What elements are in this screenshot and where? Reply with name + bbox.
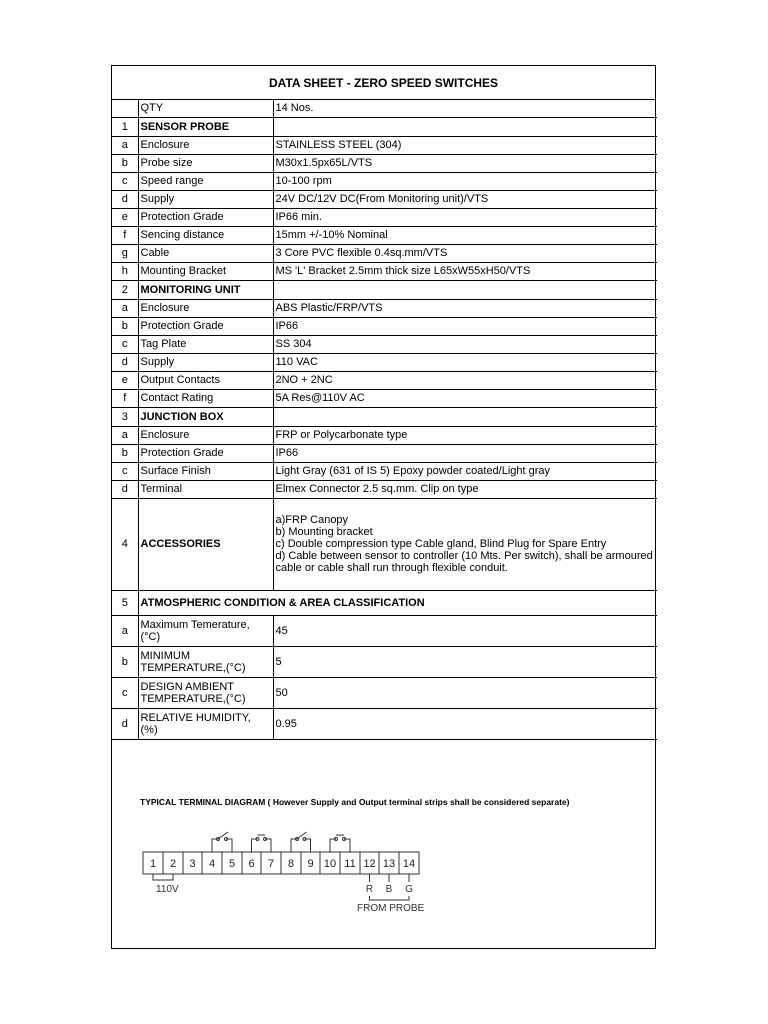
row-label: Maximum Temerature, (°C) bbox=[138, 615, 273, 646]
row-index: g bbox=[112, 244, 138, 262]
row-index: f bbox=[112, 226, 138, 244]
row-label: Terminal bbox=[138, 480, 273, 498]
row-index: 5 bbox=[112, 590, 138, 615]
supply-wiring bbox=[153, 874, 173, 880]
row-value: 5 bbox=[273, 646, 657, 677]
row-index: e bbox=[112, 371, 138, 389]
row-value: Elmex Connector 2.5 sq.mm. Clip on type bbox=[273, 480, 657, 498]
row-label: Output Contacts bbox=[138, 371, 273, 389]
row-value: ABS Plastic/FRP/VTS bbox=[273, 299, 657, 317]
row-index: d bbox=[112, 353, 138, 371]
contact-wire bbox=[291, 839, 311, 852]
row-index: 2 bbox=[112, 280, 138, 299]
row-value: a)FRP Canopy b) Mounting bracket c) Double compression type Cable gland, Blind Plug for Spare Entry d) Cable between sensor to controller (10 Mts. Per switch), shall be armoured cable or cable shall run through flexible conduit. bbox=[273, 498, 657, 590]
terminal-number: 11 bbox=[344, 858, 356, 870]
row-index: d bbox=[112, 480, 138, 498]
terminal-diagram bbox=[112, 66, 655, 948]
diagram-title: TYPICAL TERMINAL DIAGRAM ( However Supply and Output terminal strips shall be considered separate) bbox=[140, 797, 570, 807]
row-index: b bbox=[112, 646, 138, 677]
row-label: JUNCTION BOX bbox=[138, 407, 273, 426]
row-label: Speed range bbox=[138, 172, 273, 190]
terminal-number: 7 bbox=[267, 858, 275, 870]
contact-wire bbox=[330, 839, 350, 852]
row-index: 4 bbox=[112, 498, 138, 590]
probe-wiring bbox=[366, 874, 413, 900]
row-index: 1 bbox=[112, 117, 138, 136]
contact-wire bbox=[252, 839, 272, 852]
row-value: 0.95 bbox=[273, 708, 657, 739]
row-label: Supply bbox=[138, 353, 273, 371]
row-label: MONITORING UNIT bbox=[138, 280, 273, 299]
row-index: 3 bbox=[112, 407, 138, 426]
row-index: c bbox=[112, 172, 138, 190]
terminal-number: 10 bbox=[323, 858, 337, 870]
terminal-strip bbox=[143, 852, 419, 874]
row-value: M30x1.5px65L/VTS bbox=[273, 154, 657, 172]
row-label: Enclosure bbox=[138, 136, 273, 154]
row-label: Tag Plate bbox=[138, 335, 273, 353]
probe-bracket bbox=[370, 896, 410, 900]
row-label: ACCESSORIES bbox=[138, 498, 273, 590]
row-value: STAINLESS STEEL (304) bbox=[273, 136, 657, 154]
terminal-number: 8 bbox=[287, 858, 295, 870]
row-label: DESIGN AMBIENT TEMPERATURE,(°C) bbox=[138, 677, 273, 708]
row-label: Cable bbox=[138, 244, 273, 262]
probe-wire-label: B bbox=[385, 884, 393, 895]
row-index: e bbox=[112, 208, 138, 226]
row-value: 15mm +/-10% Nominal bbox=[273, 226, 657, 244]
row-index: d bbox=[112, 708, 138, 739]
row-index: a bbox=[112, 615, 138, 646]
terminal-number: 14 bbox=[402, 858, 416, 870]
row-label: Mounting Bracket bbox=[138, 262, 273, 280]
row-value: 45 bbox=[273, 615, 657, 646]
terminal-number: 4 bbox=[208, 858, 216, 870]
row-index: c bbox=[112, 462, 138, 480]
row-label: Protection Grade bbox=[138, 444, 273, 462]
row-value: IP66 bbox=[273, 444, 657, 462]
data-sheet bbox=[111, 65, 656, 949]
row-label: SENSOR PROBE bbox=[138, 117, 273, 136]
row-value: 3 Core PVC flexible 0.4sq.mm/VTS bbox=[273, 244, 657, 262]
terminal-number: 13 bbox=[382, 858, 396, 870]
probe-wire-label: G bbox=[405, 884, 413, 895]
row-label: Contact Rating bbox=[138, 389, 273, 407]
row-label: Enclosure bbox=[138, 299, 273, 317]
row-label: Enclosure bbox=[138, 426, 273, 444]
sheet-title: DATA SHEET - ZERO SPEED SWITCHES bbox=[112, 66, 655, 100]
row-index: c bbox=[112, 677, 138, 708]
row-index: b bbox=[112, 444, 138, 462]
row-index: b bbox=[112, 317, 138, 335]
row-value: Light Gray (631 of IS 5) Epoxy powder coated/Light gray bbox=[273, 462, 657, 480]
row-label: Surface Finish bbox=[138, 462, 273, 480]
row-label: ATMOSPHERIC CONDITION & AREA CLASSIFICATION bbox=[138, 590, 657, 615]
terminal-number: 6 bbox=[248, 858, 255, 870]
row-label: Protection Grade bbox=[138, 317, 273, 335]
row-value: SS 304 bbox=[273, 335, 657, 353]
row-label: RELATIVE HUMIDITY, (%) bbox=[138, 708, 273, 739]
row-value: 2NO + 2NC bbox=[273, 371, 657, 389]
row-label: Protection Grade bbox=[138, 208, 273, 226]
terminal-number: 3 bbox=[189, 858, 196, 870]
relay-contacts bbox=[212, 832, 350, 852]
row-index: a bbox=[112, 426, 138, 444]
row-label: Sencing distance bbox=[138, 226, 273, 244]
probe-label: FROM PROBE bbox=[357, 903, 425, 914]
probe-wire-label: R bbox=[365, 884, 374, 895]
row-index: f bbox=[112, 389, 138, 407]
terminal-number: 12 bbox=[363, 858, 376, 870]
terminal-number: 5 bbox=[228, 858, 236, 870]
supply-wire bbox=[153, 874, 173, 880]
row-value: 110 VAC bbox=[273, 353, 657, 371]
row-index: h bbox=[112, 262, 138, 280]
row-label: Probe size bbox=[138, 154, 273, 172]
row-label: QTY bbox=[138, 100, 273, 117]
row-value: 50 bbox=[273, 677, 657, 708]
terminal-number: 2 bbox=[169, 858, 177, 870]
row-index: a bbox=[112, 136, 138, 154]
terminal-number: 1 bbox=[149, 858, 157, 870]
row-value: 24V DC/12V DC(From Monitoring unit)/VTS bbox=[273, 190, 657, 208]
row-index: b bbox=[112, 154, 138, 172]
row-value: 10-100 rpm bbox=[273, 172, 657, 190]
row-index: c bbox=[112, 335, 138, 353]
row-label: Supply bbox=[138, 190, 273, 208]
row-value: 14 Nos. bbox=[273, 100, 657, 117]
row-value: IP66 bbox=[273, 317, 657, 335]
row-label: MINIMUM TEMPERATURE,(°C) bbox=[138, 646, 273, 677]
supply-label: 110V bbox=[156, 884, 179, 895]
row-value: FRP or Polycarbonate type bbox=[273, 426, 657, 444]
terminal-number: 9 bbox=[307, 858, 314, 870]
row-value: MS 'L' Bracket 2.5mm thick size L65xW55xH50/VTS bbox=[273, 262, 657, 280]
row-value: IP66 min. bbox=[273, 208, 657, 226]
row-index: a bbox=[112, 299, 138, 317]
contact-wire bbox=[212, 839, 232, 852]
row-index: d bbox=[112, 190, 138, 208]
row-value: 5A Res@110V AC bbox=[273, 389, 657, 407]
